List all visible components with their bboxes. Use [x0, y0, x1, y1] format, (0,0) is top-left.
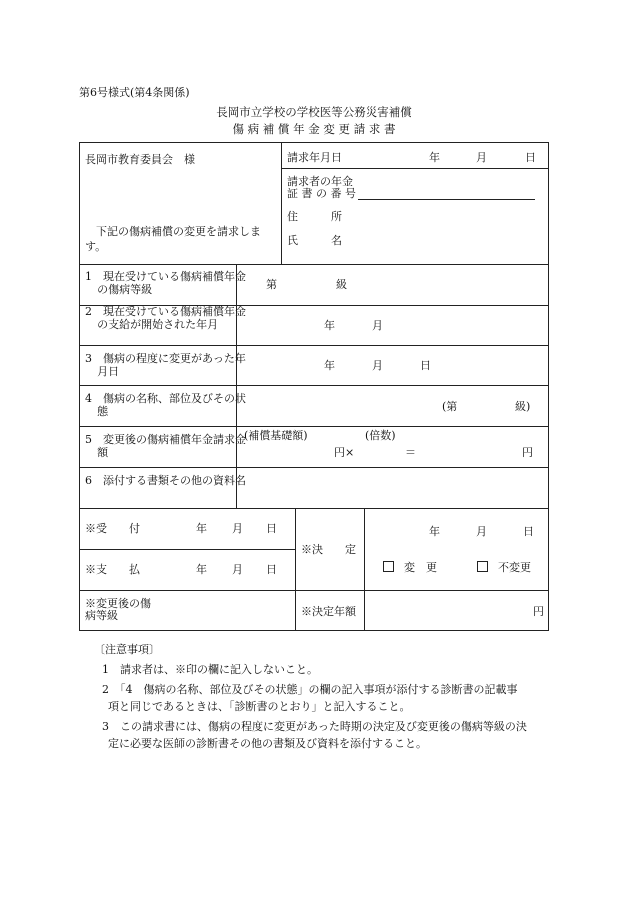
item3-day-unit: 日 [420, 359, 431, 372]
decision-month-unit: 月 [476, 525, 487, 538]
item1-label: 1 現在受けている傷病補償年金の傷病等級 [85, 270, 246, 296]
decision-day-unit: 日 [523, 525, 534, 538]
item2-label: 2 現在受けている傷病補償年金の支給が開始された年月 [85, 305, 246, 331]
decided-amount-yen: 円 [533, 605, 544, 618]
divider [281, 168, 549, 169]
divider [79, 508, 549, 509]
item2-year-unit: 年 [324, 319, 335, 332]
item1-suffix: 級 [336, 278, 347, 291]
paid-month-unit: 月 [232, 563, 243, 576]
item6-label: 6 添付する書類その他の資料名 [85, 474, 246, 487]
paid-year-unit: 年 [196, 563, 207, 576]
paid-day-unit: 日 [266, 563, 277, 576]
decided-amount-label: ※決定年額 [301, 605, 356, 618]
title-line-1: 長岡市立学校の学校医等公務災害補償 [216, 105, 412, 119]
item3-year-unit: 年 [324, 359, 335, 372]
divider [364, 508, 365, 631]
cert-number-label-1: 請求者の年金 [287, 175, 353, 188]
request-month-unit: 月 [476, 151, 487, 164]
received-label: ※受 付 [85, 522, 140, 535]
paid-label: ※支 払 [85, 563, 140, 576]
note-1: 1 請求者は、※印の欄に記入しないこと。 [102, 663, 318, 676]
change-checkbox[interactable] [383, 561, 394, 572]
request-text: 下記の傷病補償の変更を請求します。 [85, 225, 261, 253]
change-option[interactable] [383, 561, 437, 574]
item4-open: (第 [442, 400, 458, 413]
item3-month-unit: 月 [372, 359, 383, 372]
received-month-unit: 月 [232, 522, 243, 535]
cert-number-field[interactable] [358, 199, 535, 200]
divider [295, 508, 296, 631]
address-label: 住 所 [287, 210, 342, 223]
addressee: 長岡市教育委員会 様 [85, 153, 195, 166]
note-3-line-1: 3 この請求書には、傷病の程度に変更があった時期の決定及び変更後の傷病等級の決 [102, 720, 527, 733]
grade-after-label: ※変更後の傷病等級 [85, 597, 151, 622]
item5-multiplier-label: (倍数) [365, 429, 396, 442]
divider [281, 142, 282, 264]
decision-label: ※決 定 [301, 543, 356, 556]
title-line-2: 傷 病 補 償 年 金 変 更 請 求 書 [232, 122, 396, 136]
notes-heading: 〔注意事項〕 [94, 643, 160, 656]
item2-month-unit: 月 [372, 319, 383, 332]
item5-equals: ＝ [405, 446, 416, 459]
divider [79, 426, 549, 427]
item4-label: 4 傷病の名称、部位及びその状態 [85, 392, 246, 418]
item5-base-label: (補償基礎額) [244, 429, 308, 442]
form-number: 第6号様式(第4条関係) [79, 86, 190, 99]
item3-label: 3 傷病の程度に変更があった年月日 [85, 352, 246, 378]
divider [79, 385, 549, 386]
divider [79, 467, 549, 468]
item4-close: 級) [515, 400, 531, 413]
item5-yen-times: 円× [334, 446, 355, 459]
name-label: 氏 名 [287, 234, 342, 247]
received-year-unit: 年 [196, 522, 207, 535]
nochange-label: 不変更 [498, 561, 531, 574]
note-2-line-2: 項と同じであるときは、「診断書のとおり」と記入すること。 [108, 700, 411, 713]
request-day-unit: 日 [525, 151, 536, 164]
divider [79, 264, 549, 265]
divider [79, 549, 295, 550]
nochange-option[interactable] [477, 561, 531, 574]
item1-prefix: 第 [266, 278, 277, 291]
decision-year-unit: 年 [429, 525, 440, 538]
request-year-unit: 年 [429, 151, 440, 164]
item5-yen: 円 [522, 446, 533, 459]
received-day-unit: 日 [266, 522, 277, 535]
divider [79, 345, 549, 346]
note-2-line-1: 2 「4 傷病の名称、部位及びその状態」の欄の記入事項が添付する診断書の記載事 [102, 683, 518, 696]
nochange-checkbox[interactable] [477, 561, 488, 572]
cert-number-label-2: 証 書 の 番 号 [287, 187, 356, 200]
divider [79, 590, 549, 591]
change-label: 変 更 [404, 561, 437, 574]
item5-label: 5 変更後の傷病補償年金請求金額 [85, 433, 246, 459]
request-date-label: 請求年月日 [287, 151, 342, 164]
note-3-line-2: 定に必要な医師の診断書その他の書類及び資料を添付すること。 [108, 737, 427, 750]
divider [236, 264, 237, 508]
